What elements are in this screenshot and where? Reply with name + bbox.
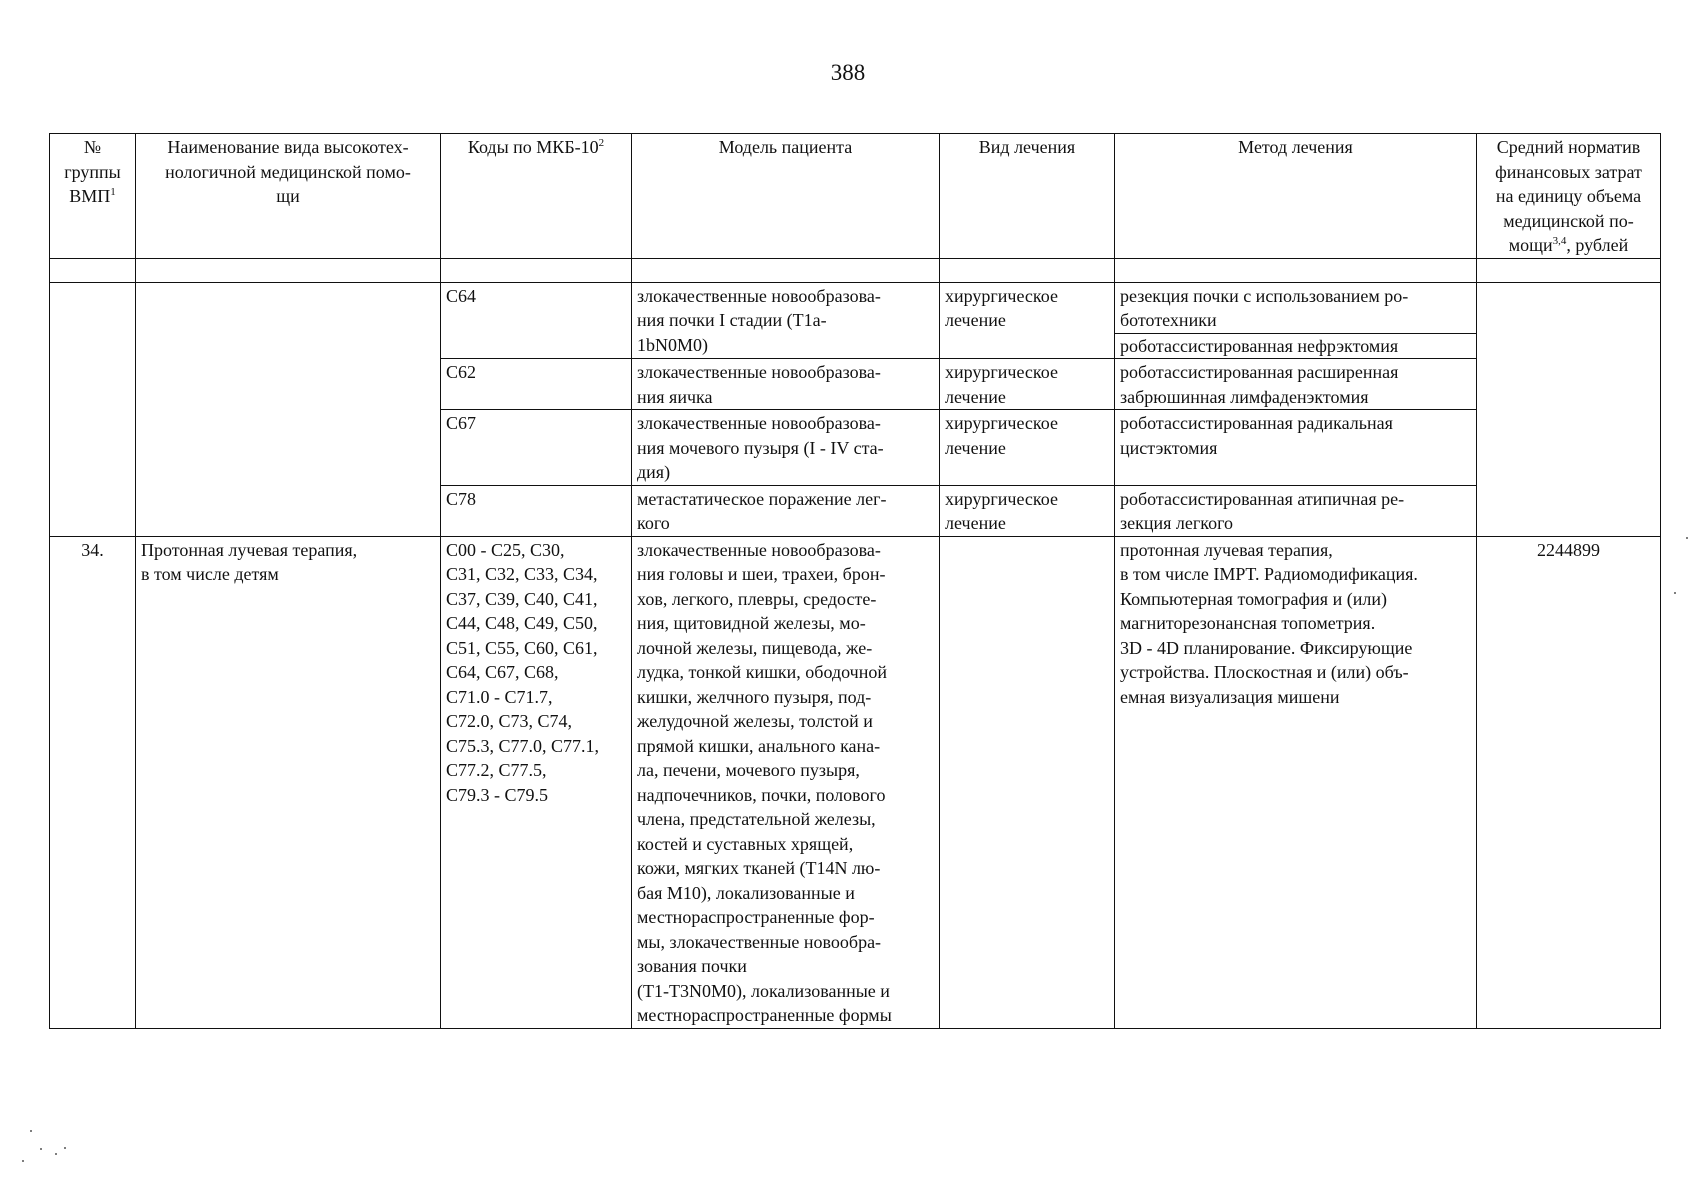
treatment-type-cell: хирургическое лечение bbox=[940, 410, 1115, 486]
patient-model-cell: злокачественные новообразова- ния головы и шеи, трахеи, брон- хов, легкого, плевры, средосте- ния, щитовидной железы, мо- лочной железы, пищевода, же- лудка, тонкой кишки, ободочной кишки, желчного пузыря, под- желудочной железы, толстой и прямой кишки, анального кана- ла, печени, мочевого пузыря, надпочечников, почки, полового члена, предстательной железы, костей и суставных хрящей, кожи, мягких тканей (T14N лю- бая M10), локализованные и местнораспространенные фор- мы, злокачественные новообра- зования почки (T1-T3N0M0), локализованные и местнораспространенные формы bbox=[632, 536, 940, 1028]
header-icd-codes: Коды по МКБ-$10^2$ bbox=[441, 134, 632, 259]
group-number-cell-empty bbox=[50, 282, 136, 536]
scan-speck bbox=[1686, 537, 1688, 539]
treatment-method-cell: протонная лучевая терапия, в том числе IMPT. Радиомодификация. Компьютерная томография и (или) магниторезонансная топометрия. 3D - 4D планирование. Фиксирующие устройства. Плоскостная и (или) объ- емная визуализация мишени bbox=[1115, 536, 1477, 1028]
icd-codes-cell: C62 bbox=[441, 359, 632, 410]
scan-speck bbox=[30, 1130, 32, 1132]
patient-model-cell: злокачественные новообразова- ния яичка bbox=[632, 359, 940, 410]
group-number-cell: 34. bbox=[50, 536, 136, 1028]
page-number: 388 bbox=[830, 60, 866, 85]
scan-speck bbox=[1674, 592, 1676, 594]
treatment-type-cell: хирургическое лечение bbox=[940, 282, 1115, 359]
table-header-row bbox=[50, 134, 1661, 259]
scan-speck bbox=[55, 1153, 57, 1155]
treatment-type-cell bbox=[940, 536, 1115, 1028]
treatment-method-cell: роботассистированная радикальная цистэктомия bbox=[1115, 410, 1477, 486]
average-cost-cell-empty bbox=[1477, 282, 1661, 536]
treatment-method-cell: роботассистированная атипичная ре- зекция легкого bbox=[1115, 485, 1477, 536]
care-type-name-cell-empty bbox=[136, 282, 441, 536]
average-cost-cell: 2244899 bbox=[1477, 536, 1661, 1028]
treatment-method-cell bbox=[1115, 282, 1477, 359]
icd-codes-cell: C78 bbox=[441, 485, 632, 536]
icd-codes-cell: C67 bbox=[441, 410, 632, 486]
header-average-cost: Средний норматив финансовых затрат на единицу объема медицинской по- мощи$^{3,4}$, рублей bbox=[1477, 134, 1661, 259]
patient-model-cell: метастатическое поражение лег- кого bbox=[632, 485, 940, 536]
vmp-table bbox=[49, 133, 1661, 1029]
patient-model-cell: злокачественные новообразова- ния мочевого пузыря (I - IV ста- дия) bbox=[632, 410, 940, 486]
care-type-name-cell: Протонная лучевая терапия, в том числе детям bbox=[136, 536, 441, 1028]
header-treatment-method: Метод лечения bbox=[1115, 134, 1477, 259]
scan-speck bbox=[64, 1147, 66, 1149]
header-care-type-name: Наименование вида высокотех- нологичной медицинской помо- щи bbox=[136, 134, 441, 259]
treatment-method-item: роботассистированная нефрэктомия bbox=[1115, 333, 1476, 359]
treatment-type-cell: хирургическое лечение bbox=[940, 485, 1115, 536]
header-treatment-type: Вид лечения bbox=[940, 134, 1115, 259]
scan-speck bbox=[22, 1160, 24, 1162]
table-row-group-34 bbox=[50, 536, 1661, 1028]
patient-model-cell: злокачественные новообразова- ния почки I стадии (T1a- 1bN0M0) bbox=[632, 282, 940, 359]
treatment-method-cell: роботассистированная расширенная забрюшинная лимфаденэктомия bbox=[1115, 359, 1477, 410]
treatment-type-cell: хирургическое лечение bbox=[940, 359, 1115, 410]
header-patient-model: Модель пациента bbox=[632, 134, 940, 259]
scan-speck bbox=[40, 1148, 42, 1150]
header-spacer-row bbox=[50, 258, 1661, 282]
table-row bbox=[50, 282, 1661, 359]
icd-codes-cell: C00 - C25, C30, C31, C32, C33, C34, C37, C39, C40, C41, C44, C48, C49, C50, C51, C55, C60, C61, C64, C67, C68, C71.0 - C71.7, C72.0, C73, C74, C75.3, C77.0, C77.1, C77.2, C77.5, C79.3 - C79.5 bbox=[441, 536, 632, 1028]
header-group-number: № группы ВМП$^1$ bbox=[50, 134, 136, 259]
treatment-method-item: резекция почки с использованием ро- бототехники bbox=[1120, 285, 1409, 330]
icd-codes-cell: C64 bbox=[441, 282, 632, 359]
